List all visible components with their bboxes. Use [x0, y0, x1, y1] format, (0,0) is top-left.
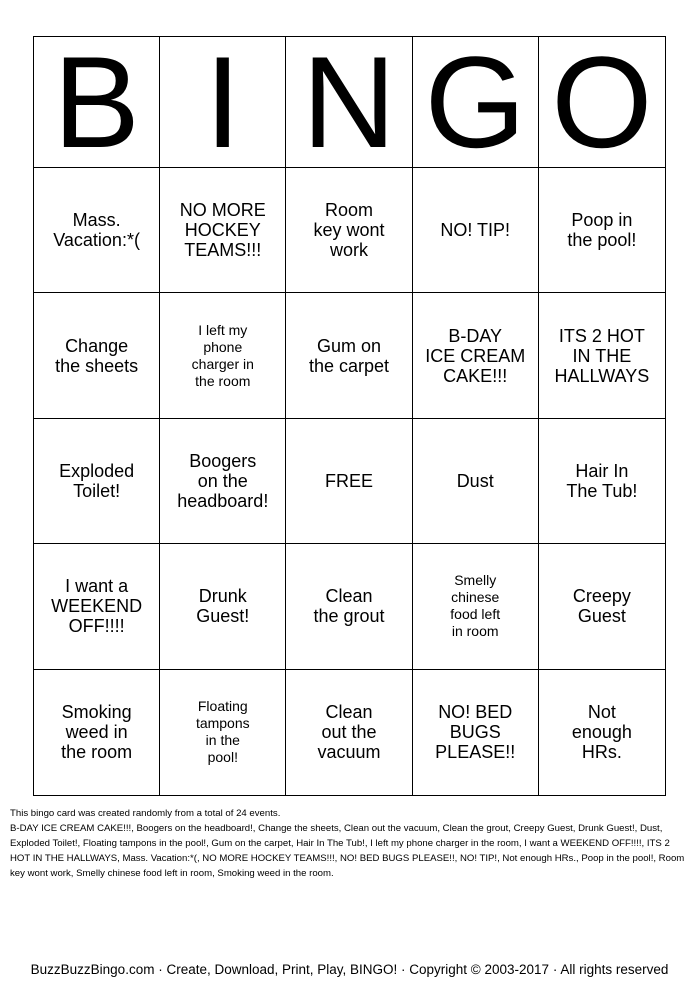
header-letter: I	[160, 37, 286, 168]
bingo-cell: Poop in the pool!	[539, 168, 665, 293]
header-letter: O	[539, 37, 665, 168]
bingo-cell: ITS 2 HOT IN THE HALLWAYS	[539, 293, 665, 418]
bingo-cell: Change the sheets	[34, 293, 160, 418]
bingo-cell: Boogers on the headboard!	[160, 419, 286, 544]
card-summary: This bingo card was created randomly from a total of 24 events.	[10, 808, 281, 819]
bingo-cell: NO MORE HOCKEY TEAMS!!!	[160, 168, 286, 293]
bingo-cell: B-DAY ICE CREAM CAKE!!!	[413, 293, 539, 418]
bingo-cell: Smoking weed in the room	[34, 670, 160, 795]
bingo-cell: Exploded Toilet!	[34, 419, 160, 544]
bingo-cell: Dust	[413, 419, 539, 544]
bingo-cell: NO! BED BUGS PLEASE!!	[413, 670, 539, 795]
bingo-cell: I want a WEEKEND OFF!!!!	[34, 544, 160, 669]
bingo-cell: Smelly chinese food left in room	[413, 544, 539, 669]
header-letter: N	[286, 37, 412, 168]
header-letter: G	[413, 37, 539, 168]
bingo-cell: I left my phone charger in the room	[160, 293, 286, 418]
bingo-cell: Hair In The Tub!	[539, 419, 665, 544]
card-info	[10, 806, 690, 881]
bingo-cell: FREE	[286, 419, 412, 544]
bingo-cell: Creepy Guest	[539, 544, 665, 669]
bingo-card	[33, 29, 666, 796]
footer-copyright: BuzzBuzzBingo.com · Create, Download, Print, Play, BINGO! · Copyright © 2003-2017 · All rights reserved	[30, 962, 669, 977]
bingo-cell: Clean out the vacuum	[286, 670, 412, 795]
event-list: B-DAY ICE CREAM CAKE!!!, Boogers on the headboard!, Change the sheets, Clean out the vacuum, Clean the grout, Creepy Guest, Drunk Guest!, Dust, Exploded Toilet!, Floating tampons in the pool!, Gum on the carpet, Hair In The Tub!, I left my phone charger in the room, I want a WEEKEND OFF!!!!, ITS 2 HOT IN THE HALLWAYS, Mass. Vacation:*(, NO MORE HOCKEY TEAMS!!!, NO! BED BUGS PLEASE!!, NO! TIP!, Not enough HRs., Poop in the pool!, Room key wont work, Smelly chinese food left in room, Smoking weed in the room.	[10, 823, 685, 879]
header-letter: B	[34, 37, 160, 168]
bingo-cell: Gum on the carpet	[286, 293, 412, 418]
bingo-cell: Floating tampons in the pool!	[160, 670, 286, 795]
bingo-cell: Drunk Guest!	[160, 544, 286, 669]
bingo-cell: NO! TIP!	[413, 168, 539, 293]
bingo-cell: Room key wont work	[286, 168, 412, 293]
bingo-cell: Not enough HRs.	[571, 702, 632, 763]
bingo-cell: Clean the grout	[286, 544, 412, 669]
bingo-cell: Mass. Vacation:*(	[34, 168, 160, 293]
